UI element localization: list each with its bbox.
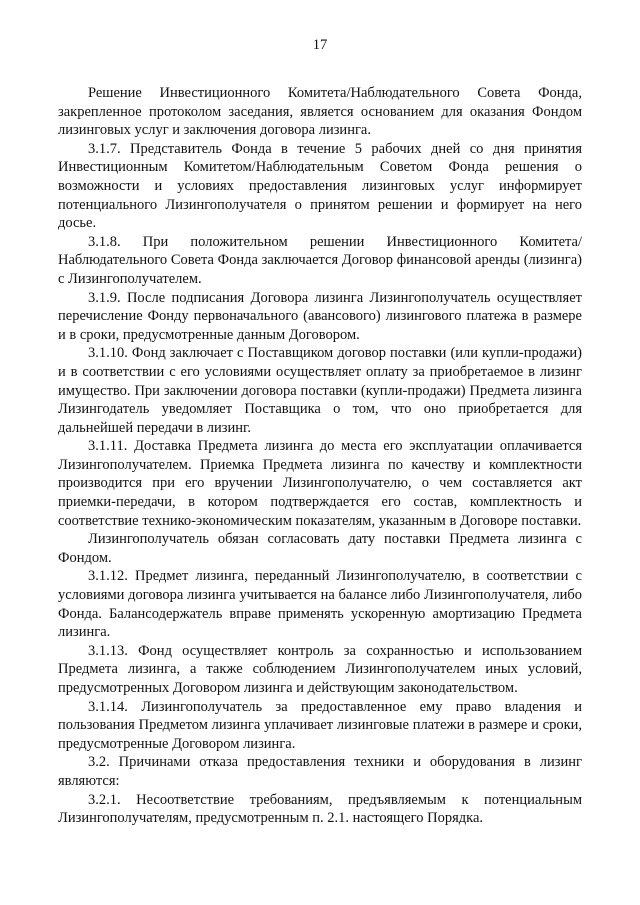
paragraph-3-1-10: 3.1.10. Фонд заключает с Поставщиком договор поставки (или купли-продажи) и в соответствии с его условиями осуществляет оплату за приобретаемое в лизинг имущество. При заключении договора поставки (купли-продажи) Предмета лизинга Лизингодатель уведомляет Поставщика о том, что оно приобретается для дальнейшей передачи в лизинг. [58,345,582,436]
document-body [58,84,582,828]
paragraph-3-1-8: 3.1.8. При положительном решении Инвестиционного Комитета/Наблюдательного Совета Фонда заключается Договор финансовой аренды (лизинга) с Лизингополучателем. [58,233,582,287]
paragraph-3-2: 3.2. Причинами отказа предоставления техники и оборудования в лизинг являются: [58,754,582,789]
paragraph-3-1-13: 3.1.13. Фонд осуществляет контроль за сохранностью и использованием Предмета лизинга, а также соблюдением Лизингополучателем иных условий, предусмотренных Договором лизинга и действующим законодательством. [58,642,582,696]
paragraph-delivery-date: Лизингополучатель обязан согласовать дату поставки Предмета лизинга с Фондом. [58,531,582,566]
paragraph-3-2-1: 3.2.1. Несоответствие требованиям, предъявляемым к потенциальным Лизингополучателям, предусмотренным п. 2.1. настоящего Порядка. [58,791,582,827]
paragraph-committee-decision: Решение Инвестиционного Комитета/Наблюдательного Совета Фонда, закрепленное протоколом заседания, является основанием для оказания Фондом лизинговых услуг и заключения договора лизинга. [58,85,582,139]
paragraph-3-1-9: 3.1.9. После подписания Договора лизинга Лизингополучатель осуществляет перечисление Фонду первоначального (авансового) лизингового платежа в размере и в сроки, предусмотренные данным Договором. [58,289,582,343]
paragraph-3-1-14: 3.1.14. Лизингополучатель за предоставленное ему право владения и пользования Предметом лизинга уплачивает лизинговые платежи в размере и сроки, предусмотренные Договором лизинга. [58,698,582,752]
paragraph-3-1-7: 3.1.7. Представитель Фонда в течение 5 рабочих дней со дня принятия Инвестиционным Комитетом/Наблюдательным Советом Фонда решения о возможности и условиях предоставления лизинговых услуг информирует потенциального Лизингополучателя о принятом решении и формирует на него досье. [58,140,582,232]
paragraph-3-1-12: 3.1.12. Предмет лизинга, переданный Лизингополучателю, в соответствии с условиями договора лизинга учитывается на балансе либо Лизингополучателя, либо Фонда. Балансодержатель вправе применять ускоренную амортизацию Предмета лизинга. [58,568,582,641]
paragraph-3-1-11: 3.1.11. Доставка Предмета лизинга до места его эксплуатации оплачивается Лизингополучателем. Приемка Предмета лизинга по качеству и комплектности производится при его вручении Лизингополучателю, о чем составляется акт приемки-передачи, в котором подтверждается его состав, комплектность и соответствие технико-экономическим показателям, указанным в Договоре поставки. [58,438,582,529]
page-number: 17 [312,37,328,53]
